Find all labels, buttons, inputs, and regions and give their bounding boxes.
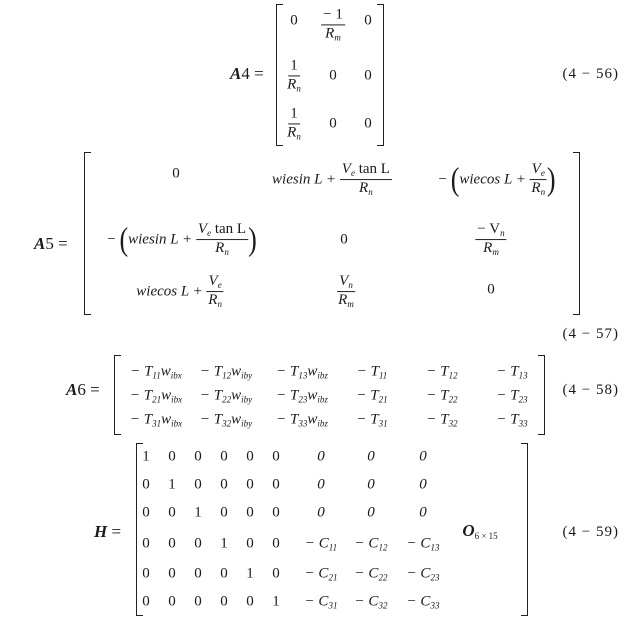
h-c-cell: − $C_{23}$ xyxy=(406,565,440,583)
h-matrix xyxy=(136,443,528,616)
a6-cell: − $T_{21}$ xyxy=(356,387,388,405)
h-c-cell: 0 xyxy=(367,476,375,493)
a6-cell: − $T_{12}w_{iby}$ xyxy=(199,363,253,381)
equation-a5 xyxy=(0,150,627,350)
a6-cell: − $T_{32}$ xyxy=(426,411,458,429)
h-identity-cell: 0 xyxy=(272,565,280,582)
h-identity-cell: 0 xyxy=(220,448,228,465)
h-identity-cell: 1 xyxy=(272,593,280,610)
a4-label: A4 = xyxy=(230,64,264,83)
equation-a4 xyxy=(0,0,627,150)
h-identity-cell: 1 xyxy=(142,448,150,465)
h-identity-cell: 0 xyxy=(246,535,254,552)
h-identity-cell: 0 xyxy=(142,535,150,552)
equation-h xyxy=(0,440,627,625)
h-identity-cell: 0 xyxy=(246,593,254,610)
a5-equation-number: (4 − 57) xyxy=(562,326,619,342)
h-identity-cell: 0 xyxy=(142,593,150,610)
a5-label: A5 = xyxy=(34,234,68,253)
h-c-cell: − $C_{32}$ xyxy=(354,593,388,611)
h-c-cell: 0 xyxy=(419,476,427,493)
a6-cell: − $T_{12}$ xyxy=(426,363,458,381)
h-identity-cell: 0 xyxy=(142,504,150,521)
h-label: H = xyxy=(94,522,122,541)
a6-cell: − $T_{31}w_{ibx}$ xyxy=(129,411,183,429)
h-identity-cell: 0 xyxy=(272,476,280,493)
a6-cell: − $T_{11}w_{ibx}$ xyxy=(130,363,182,381)
h-identity-cell: 0 xyxy=(194,476,202,493)
h-identity-cell: 0 xyxy=(168,593,176,610)
h-c-cell: − $C_{22}$ xyxy=(354,565,388,583)
h-identity-cell: 0 xyxy=(220,565,228,582)
h-identity-cell: 0 xyxy=(168,448,176,465)
a6-label: A6 = xyxy=(66,380,100,399)
h-identity-cell: 0 xyxy=(168,504,176,521)
h-c-cell: 0 xyxy=(419,448,427,465)
a4-matrix: 0 $\frac{- 1}{R_m}$ 0 $\frac{1}{R_n}$ 0 0 $\frac{1}{R_n}$ 0 0 xyxy=(276,4,384,146)
h-c-cell: − $C_{31}$ xyxy=(304,593,338,611)
a6-cell: − $T_{22}w_{iby}$ xyxy=(199,387,253,405)
h-c-cell: − $C_{13}$ xyxy=(406,535,440,553)
h-identity-cell: 1 xyxy=(168,476,176,493)
h-identity-cell: 0 xyxy=(142,565,150,582)
a6-cell: − $T_{11}$ xyxy=(356,363,388,381)
h-c-cell: 0 xyxy=(317,448,325,465)
h-identity-cell: 0 xyxy=(194,448,202,465)
h-c-cell: 0 xyxy=(317,476,325,493)
h-zero-block: $O_{6 \times 15}$ xyxy=(462,521,498,541)
a6-cell: − $T_{33}$ xyxy=(496,411,528,429)
a4-equation-number: (4 − 56) xyxy=(562,66,619,82)
a6-cell: − $T_{22}$ xyxy=(426,387,458,405)
a6-cell: − $T_{13}$ xyxy=(496,363,528,381)
h-identity-cell: 0 xyxy=(220,593,228,610)
h-c-cell: 0 xyxy=(419,504,427,521)
a6-cell: − $T_{23}w_{ibz}$ xyxy=(276,387,328,405)
h-identity-cell: 0 xyxy=(246,476,254,493)
a6-cell: − $T_{31}$ xyxy=(356,411,388,429)
a6-cell: − $T_{21}w_{ibx}$ xyxy=(129,387,183,405)
a6-cell: − $T_{33}w_{ibz}$ xyxy=(276,411,328,429)
h-c-cell: − $C_{21}$ xyxy=(304,565,338,583)
h-c-cell: 0 xyxy=(367,448,375,465)
equation-a6 xyxy=(0,350,627,440)
h-identity-cell: 0 xyxy=(220,476,228,493)
a5-matrix: 0 wiesin L + $\frac{V_e \tan L}{R_n}$ − (wiecos L + $\frac{V_e}{R_n}$ ) − (wiesin L + $\frac{V_e \tan L}{R_n}$ ) 0 $\frac{- V_n}{R_m}$ wiecos L + $\frac{V_e}{R_n}$ $\frac{V_n}{R_m}$ 0 xyxy=(84,152,580,315)
h-identity-cell: 0 xyxy=(194,565,202,582)
h-identity-cell: 0 xyxy=(272,535,280,552)
h-identity-cell: 0 xyxy=(194,593,202,610)
a6-cell: − $T_{23}$ xyxy=(496,387,528,405)
h-c-cell: − $C_{12}$ xyxy=(354,535,388,553)
h-identity-cell: 0 xyxy=(246,448,254,465)
h-identity-cell: 0 xyxy=(272,448,280,465)
h-c-cell: 0 xyxy=(367,504,375,521)
h-identity-cell: 1 xyxy=(246,565,254,582)
h-identity-cell: 0 xyxy=(194,535,202,552)
h-identity-cell: 1 xyxy=(220,535,228,552)
a6-equation-number: (4 − 58) xyxy=(562,382,619,398)
h-equation-number: (4 − 59) xyxy=(562,524,619,540)
h-c-cell: 0 xyxy=(317,504,325,521)
h-identity-cell: 0 xyxy=(168,565,176,582)
h-identity-cell: 0 xyxy=(246,504,254,521)
h-c-cell: − $C_{11}$ xyxy=(304,535,338,553)
a6-cell: − $T_{32}w_{iby}$ xyxy=(199,411,253,429)
h-identity-cell: 0 xyxy=(220,504,228,521)
h-identity-cell: 1 xyxy=(194,504,202,521)
a6-matrix xyxy=(114,355,545,435)
a6-cell: − $T_{13}w_{ibz}$ xyxy=(276,363,328,381)
h-c-cell: − $C_{33}$ xyxy=(406,593,440,611)
h-identity-cell: 0 xyxy=(142,476,150,493)
h-identity-cell: 0 xyxy=(272,504,280,521)
h-identity-cell: 0 xyxy=(168,535,176,552)
